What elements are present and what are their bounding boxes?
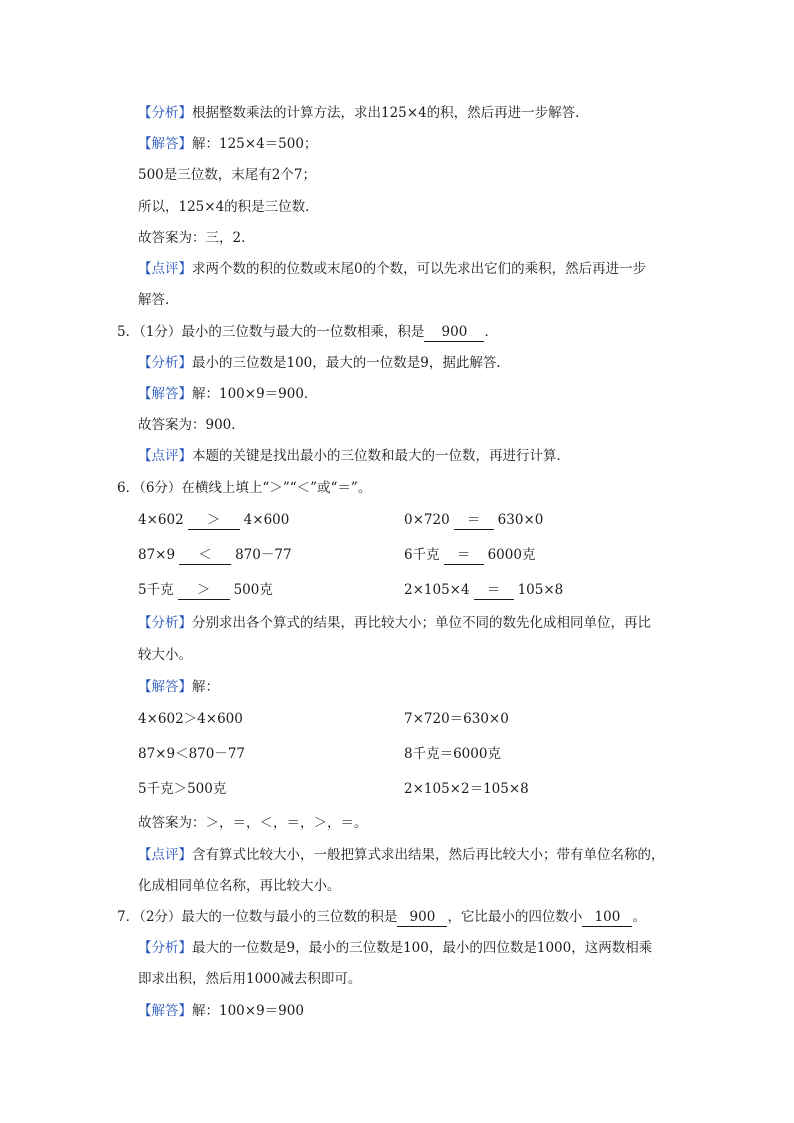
compare-row: 0×720 ＝ 630×0 [404,512,544,528]
q6-comment-line: 化成相同单位名称，再比较大小。 [138,878,341,894]
answer-row: 2×105×2＝105×8 [404,781,529,797]
analysis-tag: 【分析】 [138,615,192,631]
q6-analysis: 【分析】分别求出各个算式的结果，再比较大小；单位不同的数先化成相同单位，再比 [138,615,651,631]
answer-blank: ＜ [179,546,231,565]
answer-blank: 100 [582,908,632,927]
comment-tag: 【点评】 [138,448,192,464]
q4-result: 故答案为：三，2． [138,230,255,246]
q4-analysis: 【分析】根据整数乘法的计算方法，求出125×4的积，然后再进一步解答． [138,105,589,121]
answer-blank: 900 [424,323,484,342]
q5-result: 故答案为：900． [138,417,245,433]
answer-row: 5千克＞500克 [138,781,227,797]
answer-blank: ＞ [188,511,240,530]
analysis-tag: 【分析】 [138,940,192,956]
analysis-tag: 【分析】 [138,355,192,371]
answer-row: 7×720＝630×0 [404,711,509,727]
q6-result: 故答案为：＞，＝，＜，＝，＞，＝。 [138,815,368,831]
q4-answer-line: 所以，125×4的积是三位数． [138,199,319,215]
answer-tag: 【解答】 [138,679,192,695]
answer-blank: 900 [397,908,447,927]
compare-row: 87×9 ＜ 870－77 [138,547,292,563]
compare-row: 2×105×4 ＝ 105×8 [404,582,564,598]
answer-tag: 【解答】 [138,386,192,402]
q6-analysis-line: 较大小。 [138,647,192,663]
answer-tag: 【解答】 [138,1003,192,1019]
q5-answer: 【解答】解：100×9＝900． [138,386,318,402]
q4-comment-line: 解答． [138,292,179,308]
q6-question: 6．（6分）在横线上填上“＞”“＜”或“＝”。 [117,480,372,496]
q6-comment: 【点评】含有算式比较大小，一般把算式求出结果，然后再比较大小；带有单位名称的， [138,847,665,863]
q5-comment: 【点评】本题的关键是找出最小的三位数和最大的一位数，再进行计算． [138,448,570,464]
compare-row: 6千克 ＝ 6000克 [404,547,536,563]
q7-analysis-line: 即求出积，然后用1000减去积即可。 [138,971,362,987]
answer-blank: ＝ [474,581,514,600]
compare-row: 5千克 ＞ 500克 [138,582,273,598]
answer-row: 87×9＜870－77 [138,746,246,762]
q6-answer: 【解答】解： [138,679,219,695]
q7-analysis: 【分析】最大的一位数是9，最小的三位数是100，最小的四位数是1000，这两数相乘 [138,940,653,956]
answer-tag: 【解答】 [138,136,192,152]
comment-tag: 【点评】 [138,261,192,277]
q4-comment: 【点评】求两个数的积的位数或末尾0的个数，可以先求出它们的乘积，然后再进一步 [138,261,647,277]
answer-blank: ＝ [454,511,494,530]
q5-question: 5．（1分）最小的三位数与最大的一位数相乘，积是 900 ． [117,324,498,340]
compare-row: 4×602 ＞ 4×600 [138,512,290,528]
analysis-tag: 【分析】 [138,105,192,121]
answer-blank: ＝ [444,546,484,565]
answer-row: 8千克＝6000克 [404,746,501,762]
answer-blank: ＞ [178,581,230,600]
q4-answer-line: 500是三位数，末尾有2个7； [138,167,316,183]
q4-answer: 【解答】解：125×4＝500； [138,136,318,152]
comment-tag: 【点评】 [138,847,192,863]
q5-analysis: 【分析】最小的三位数是100，最大的一位数是9，据此解答． [138,355,510,371]
answer-row: 4×602＞4×600 [138,711,243,727]
q7-answer: 【解答】解：100×9＝900 [138,1003,304,1019]
q7-question: 7．（2分）最大的一位数与最小的三位数的积是 900 ，它比最小的四位数小 100 。 [117,909,646,925]
